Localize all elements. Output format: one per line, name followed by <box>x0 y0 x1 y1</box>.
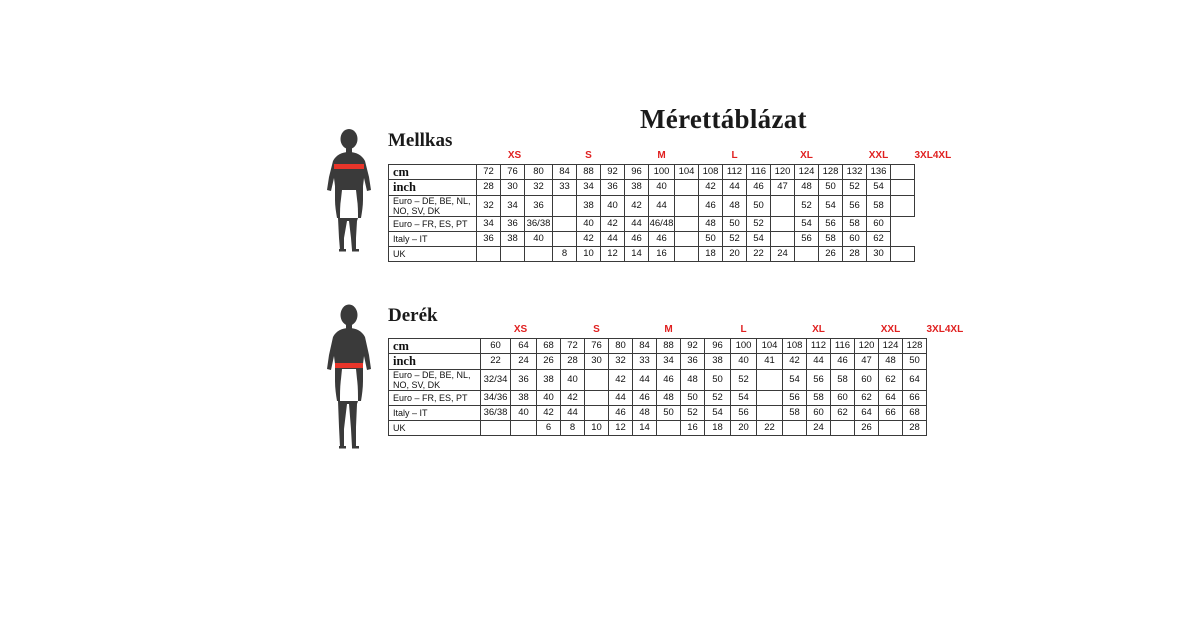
table-cell: 64 <box>511 339 537 354</box>
table-cell: 62 <box>855 391 879 406</box>
table-cell: 46 <box>609 406 633 421</box>
table-cell: 54 <box>731 391 757 406</box>
table-cell: 20 <box>731 421 757 436</box>
table-cell <box>675 180 699 195</box>
table-cell: 26 <box>537 354 561 369</box>
row-label: UK <box>389 421 481 436</box>
table-cell: 28 <box>843 247 867 262</box>
table-cell: 96 <box>625 165 649 180</box>
table-cell: 26 <box>819 247 843 262</box>
table-cell <box>585 391 609 406</box>
table-cell: 100 <box>731 339 757 354</box>
table-cell <box>553 195 577 217</box>
table-cell: 48 <box>657 391 681 406</box>
table-cell: 32 <box>525 180 553 195</box>
table-cell: 38 <box>625 180 649 195</box>
table-cell: 44 <box>625 217 649 232</box>
table-cell: 30 <box>585 354 609 369</box>
table-row <box>389 369 964 391</box>
table-cell: 120 <box>855 339 879 354</box>
table-cell: 24 <box>807 421 831 436</box>
table-cell: 28 <box>561 354 585 369</box>
table-cell <box>501 247 525 262</box>
table-cell: 108 <box>699 165 723 180</box>
table-cell <box>675 217 699 232</box>
table-cell: 64 <box>903 369 927 391</box>
table-cell: 42 <box>625 195 649 217</box>
table-cell: 62 <box>879 369 903 391</box>
table-row <box>389 406 964 421</box>
table-cell: 44 <box>723 180 747 195</box>
table-cell: 32 <box>477 195 501 217</box>
table-cell <box>657 421 681 436</box>
table-cell: 44 <box>633 369 657 391</box>
row-label: inch <box>389 180 477 195</box>
table-cell: 50 <box>699 232 723 247</box>
table-cell: 128 <box>819 165 843 180</box>
size-group-label: 4XL <box>944 324 964 335</box>
table-cell: 58 <box>867 195 891 217</box>
section-title-waist: Derék <box>388 305 438 326</box>
size-group-label: XXL <box>868 149 889 161</box>
row-label: Euro – FR, ES, PT <box>389 217 477 232</box>
table-cell: 60 <box>855 369 879 391</box>
table-cell: 8 <box>553 247 577 262</box>
table-cell: 48 <box>699 217 723 232</box>
table-row <box>389 421 964 436</box>
table-cell: 72 <box>477 165 501 180</box>
table-cell: 60 <box>843 232 867 247</box>
table-cell: 58 <box>807 391 831 406</box>
table-cell: 48 <box>681 369 705 391</box>
table-cell: 22 <box>481 354 511 369</box>
table-cell: 50 <box>657 406 681 421</box>
table-cell: 42 <box>783 354 807 369</box>
table-cell: 40 <box>525 232 553 247</box>
table-cell: 44 <box>609 391 633 406</box>
table-cell: 88 <box>577 165 601 180</box>
table-row <box>389 354 964 369</box>
table-cell <box>675 247 699 262</box>
table-cell: 44 <box>561 406 585 421</box>
table-cell <box>481 421 511 436</box>
table-row <box>389 195 952 217</box>
table-cell: 46 <box>649 232 675 247</box>
table-cell: 36/38 <box>481 406 511 421</box>
table-cell: 104 <box>757 339 783 354</box>
table-cell: 76 <box>585 339 609 354</box>
table-cell: 24 <box>771 247 795 262</box>
table-cell: 8 <box>561 421 585 436</box>
table-cell: 136 <box>867 165 891 180</box>
table-cell: 52 <box>723 232 747 247</box>
table-cell: 68 <box>537 339 561 354</box>
table-cell: 22 <box>757 421 783 436</box>
table-cell: 56 <box>807 369 831 391</box>
table-cell: 52 <box>681 406 705 421</box>
table-cell: 52 <box>747 217 771 232</box>
table-cell: 50 <box>819 180 843 195</box>
row-label: Euro – DE, BE, NL, NO, SV, DK <box>389 369 481 391</box>
section-title-chest: Mellkas <box>388 130 453 151</box>
table-cell: 92 <box>681 339 705 354</box>
size-group-label: 3XL <box>914 150 933 161</box>
table-cell: 34 <box>577 180 601 195</box>
table-cell: 40 <box>731 354 757 369</box>
table-cell: 32/34 <box>481 369 511 391</box>
table-cell: 46 <box>831 354 855 369</box>
table-cell: 46 <box>657 369 681 391</box>
size-group-header-row <box>389 148 952 165</box>
table-cell: 36 <box>477 232 501 247</box>
table-cell: 33 <box>553 180 577 195</box>
table-cell: 116 <box>831 339 855 354</box>
size-group-label: XL <box>812 323 825 335</box>
table-cell: 22 <box>747 247 771 262</box>
table-cell: 124 <box>879 339 903 354</box>
size-group-label: S <box>593 323 600 335</box>
table-cell: 54 <box>795 217 819 232</box>
table-cell: 34/36 <box>481 391 511 406</box>
row-label: cm <box>389 339 481 354</box>
table-cell: 108 <box>783 339 807 354</box>
size-group-label: M <box>657 149 666 161</box>
table-cell: 76 <box>501 165 525 180</box>
table-cell: 46 <box>699 195 723 217</box>
table-cell: 18 <box>699 247 723 262</box>
table-cell: 88 <box>657 339 681 354</box>
table-cell: 54 <box>705 406 731 421</box>
table-cell: 30 <box>501 180 525 195</box>
table-cell: 52 <box>843 180 867 195</box>
table-cell: 50 <box>903 354 927 369</box>
table-cell: 96 <box>705 339 731 354</box>
row-label: UK <box>389 247 477 262</box>
table-cell: 62 <box>867 232 891 247</box>
table-cell <box>891 180 915 195</box>
table-cell <box>553 232 577 247</box>
table-cell <box>771 232 795 247</box>
table-cell: 40 <box>561 369 585 391</box>
table-cell: 10 <box>577 247 601 262</box>
table-cell: 50 <box>705 369 731 391</box>
table-cell: 56 <box>843 195 867 217</box>
table-cell: 56 <box>783 391 807 406</box>
table-cell <box>553 217 577 232</box>
table-cell: 60 <box>481 339 511 354</box>
table-cell: 24 <box>511 354 537 369</box>
table-cell: 54 <box>867 180 891 195</box>
table-cell: 42 <box>699 180 723 195</box>
size-group-label: 3XL <box>926 324 945 335</box>
table-cell: 60 <box>867 217 891 232</box>
table-cell: 60 <box>807 406 831 421</box>
table-cell: 48 <box>795 180 819 195</box>
row-label: Euro – DE, BE, NL, NO, SV, DK <box>389 195 477 217</box>
table-cell: 36/38 <box>525 217 553 232</box>
table-cell: 40 <box>601 195 625 217</box>
table-cell: 20 <box>723 247 747 262</box>
table-cell <box>795 247 819 262</box>
size-group-header-corner <box>389 322 481 339</box>
table-cell: 18 <box>705 421 731 436</box>
size-table-waist <box>388 322 964 436</box>
table-cell <box>771 217 795 232</box>
table-cell: 46 <box>625 232 649 247</box>
table-cell <box>783 421 807 436</box>
table-cell <box>757 406 783 421</box>
table-cell: 42 <box>601 217 625 232</box>
table-cell: 80 <box>525 165 553 180</box>
table-cell <box>831 421 855 436</box>
table-cell: 54 <box>783 369 807 391</box>
table-cell: 50 <box>747 195 771 217</box>
table-cell: 10 <box>585 421 609 436</box>
table-cell <box>675 195 699 217</box>
table-cell: 66 <box>903 391 927 406</box>
table-cell: 62 <box>831 406 855 421</box>
table-cell: 42 <box>577 232 601 247</box>
table-cell: 58 <box>843 217 867 232</box>
table-cell: 34 <box>477 217 501 232</box>
table-cell <box>891 195 915 217</box>
table-cell: 30 <box>867 247 891 262</box>
table-cell <box>891 247 915 262</box>
table-cell: 38 <box>511 391 537 406</box>
table-row <box>389 165 952 180</box>
size-group-label: XL <box>800 149 813 161</box>
table-row <box>389 217 952 232</box>
table-cell: 32 <box>609 354 633 369</box>
table-cell: 42 <box>609 369 633 391</box>
table-cell: 124 <box>795 165 819 180</box>
table-cell: 47 <box>771 180 795 195</box>
table-cell: 34 <box>501 195 525 217</box>
table-cell: 48 <box>723 195 747 217</box>
table-row <box>389 391 964 406</box>
table-cell: 36 <box>525 195 553 217</box>
table-cell: 47 <box>855 354 879 369</box>
table-cell: 48 <box>879 354 903 369</box>
size-group-label: M <box>664 323 673 335</box>
table-cell: 48 <box>633 406 657 421</box>
table-cell: 50 <box>723 217 747 232</box>
table-cell: 44 <box>807 354 831 369</box>
table-cell: 26 <box>855 421 879 436</box>
table-cell: 56 <box>819 217 843 232</box>
table-cell: 36 <box>511 369 537 391</box>
table-cell: 52 <box>705 391 731 406</box>
table-cell: 12 <box>609 421 633 436</box>
table-row <box>389 232 952 247</box>
table-cell: 46/48 <box>649 217 675 232</box>
table-cell: 41 <box>757 354 783 369</box>
table-cell <box>511 421 537 436</box>
table-cell: 58 <box>831 369 855 391</box>
table-row <box>389 339 964 354</box>
male-body-chest-measure-icon <box>318 128 378 253</box>
table-cell: 28 <box>903 421 927 436</box>
table-cell: 120 <box>771 165 795 180</box>
table-cell: 40 <box>511 406 537 421</box>
table-cell: 58 <box>783 406 807 421</box>
table-cell: 38 <box>577 195 601 217</box>
size-group-header-row <box>389 322 964 339</box>
table-cell: 92 <box>601 165 625 180</box>
table-cell: 14 <box>625 247 649 262</box>
table-cell <box>879 421 903 436</box>
row-label: inch <box>389 354 481 369</box>
table-cell: 100 <box>649 165 675 180</box>
row-label: Italy – IT <box>389 232 477 247</box>
table-cell <box>585 406 609 421</box>
table-cell: 128 <box>903 339 927 354</box>
table-cell: 84 <box>553 165 577 180</box>
size-table-chest-body <box>389 148 952 262</box>
table-cell <box>585 369 609 391</box>
table-cell: 38 <box>705 354 731 369</box>
male-body-waist-measure-icon <box>318 303 378 451</box>
table-cell <box>771 195 795 217</box>
table-cell <box>525 247 553 262</box>
table-cell: 112 <box>723 165 747 180</box>
size-table-chest-wrapper <box>388 148 952 262</box>
table-cell: 68 <box>903 406 927 421</box>
table-cell: 14 <box>633 421 657 436</box>
table-cell <box>891 165 915 180</box>
table-cell: 36 <box>501 217 525 232</box>
size-group-label: 4XL <box>932 150 952 161</box>
table-cell: 52 <box>795 195 819 217</box>
table-cell: 40 <box>649 180 675 195</box>
table-cell: 56 <box>795 232 819 247</box>
table-cell: 36 <box>681 354 705 369</box>
table-cell: 52 <box>731 369 757 391</box>
page-title: Mérettáblázat <box>640 104 807 134</box>
size-table-chest <box>388 148 952 262</box>
row-label: cm <box>389 165 477 180</box>
table-cell: 60 <box>831 391 855 406</box>
table-cell: 42 <box>561 391 585 406</box>
size-group-label: S <box>585 149 592 161</box>
table-cell: 33 <box>633 354 657 369</box>
table-cell <box>757 369 783 391</box>
table-cell: 54 <box>819 195 843 217</box>
table-row <box>389 180 952 195</box>
table-cell: 66 <box>879 406 903 421</box>
table-cell: 132 <box>843 165 867 180</box>
table-cell: 12 <box>601 247 625 262</box>
table-cell <box>477 247 501 262</box>
table-cell: 104 <box>675 165 699 180</box>
table-cell: 56 <box>731 406 757 421</box>
table-cell: 16 <box>649 247 675 262</box>
size-table-waist-wrapper <box>388 322 964 436</box>
table-cell <box>675 232 699 247</box>
table-cell: 116 <box>747 165 771 180</box>
table-cell: 42 <box>537 406 561 421</box>
table-cell: 36 <box>601 180 625 195</box>
size-table-waist-body <box>389 322 964 436</box>
table-cell: 38 <box>501 232 525 247</box>
size-group-label: XS <box>507 149 522 161</box>
table-cell: 16 <box>681 421 705 436</box>
table-cell: 64 <box>855 406 879 421</box>
table-cell: 72 <box>561 339 585 354</box>
table-cell: 84 <box>633 339 657 354</box>
size-group-label: L <box>740 323 747 335</box>
table-cell: 44 <box>649 195 675 217</box>
table-cell: 54 <box>747 232 771 247</box>
table-cell: 80 <box>609 339 633 354</box>
table-cell: 112 <box>807 339 831 354</box>
size-group-label: XXL <box>880 323 901 335</box>
table-cell: 28 <box>477 180 501 195</box>
size-group-label: XS <box>513 323 528 335</box>
table-cell: 6 <box>537 421 561 436</box>
table-row <box>389 247 952 262</box>
table-cell: 46 <box>633 391 657 406</box>
table-cell: 58 <box>819 232 843 247</box>
table-cell: 46 <box>747 180 771 195</box>
table-cell: 40 <box>537 391 561 406</box>
row-label: Euro – FR, ES, PT <box>389 391 481 406</box>
table-cell <box>757 391 783 406</box>
table-cell: 40 <box>577 217 601 232</box>
table-cell: 34 <box>657 354 681 369</box>
size-group-label: L <box>731 149 738 161</box>
row-label: Italy – IT <box>389 406 481 421</box>
table-cell: 38 <box>537 369 561 391</box>
table-cell: 44 <box>601 232 625 247</box>
size-group-header-corner <box>389 148 477 165</box>
table-cell: 64 <box>879 391 903 406</box>
table-cell: 50 <box>681 391 705 406</box>
